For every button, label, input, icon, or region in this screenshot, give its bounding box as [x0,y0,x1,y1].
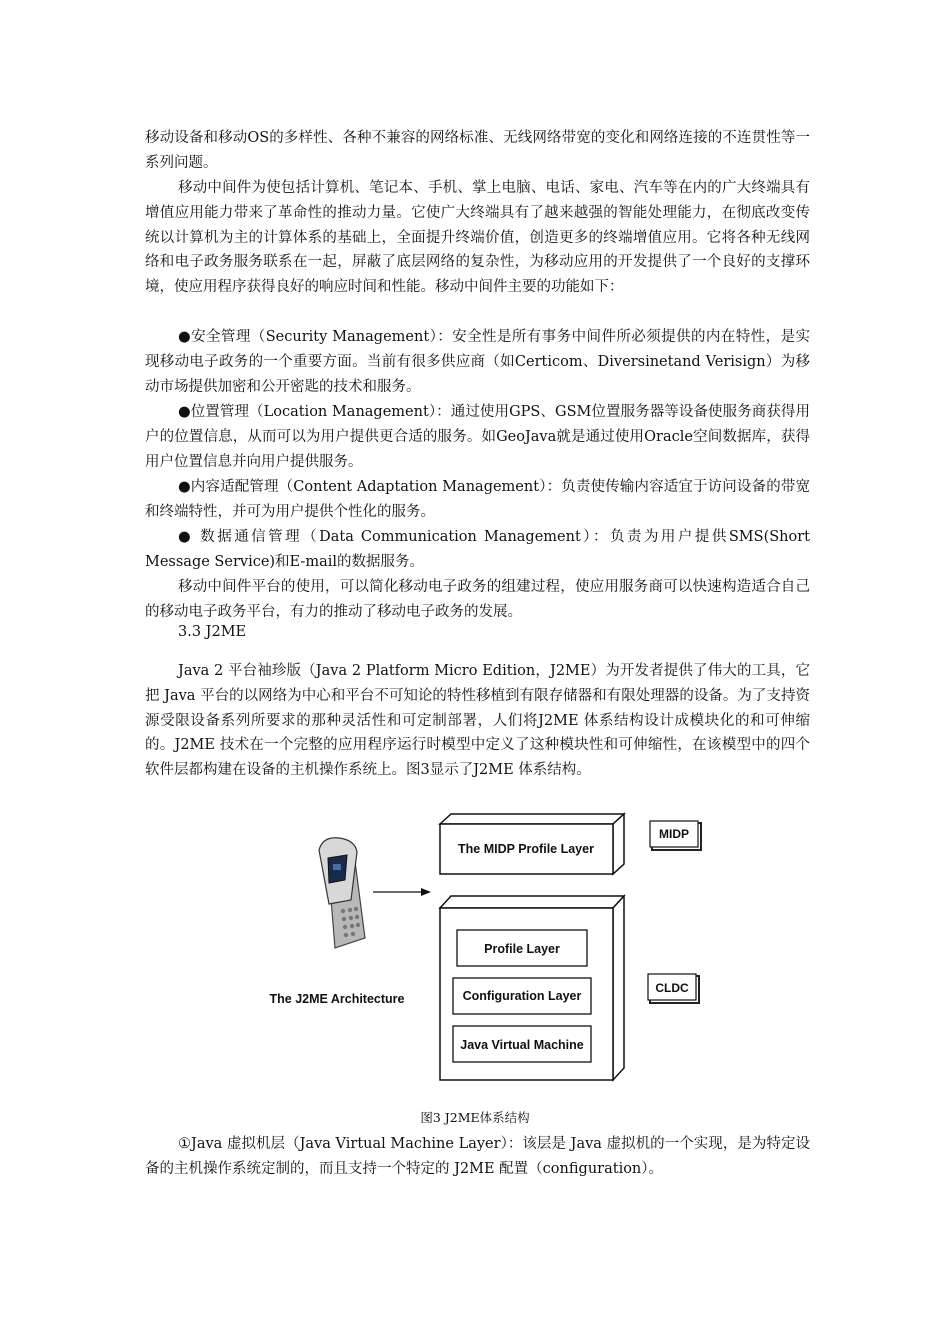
bullet-data-communication: ● 数据通信管理（Data Communication Management）：负责为用户提供SMS(Short Message Service)和E-mail的数据服务。 [145,529,810,570]
midp-tag-label: MIDP [659,827,689,841]
configuration-layer-label: Configuration Layer [462,989,582,1003]
paragraph-middleware-platform: 移动中间件平台的使用，可以简化移动电子政务的组建过程，使应用服务商可以快速构造适合自己的移动电子政务平台，有力的推动了移动电子政务的发展。 [145,579,810,620]
profile-layer-label: Profile Layer [484,942,560,956]
arrow-icon [373,888,431,896]
paragraph-j2me-intro: Java 2 平台袖珍版（Java 2 Platform Micro Edition，J2ME）为开发者提供了伟大的工具，它把 Java 平台的以网络为中心和平台不可知论的特性移植到有限存储器和有限处理器的设备。为了支持资源受限设备系列所要求的那种灵活性和可定制部署，人们将J2ME 体系结构设计成模块化的和可伸缩的。J2ME 技术在一个完整的应用程序运行时模型中定义了这种模块性和可伸缩性，在该模型中的四个软件层都构建在设备的主机操作系统上。图3显示了J2ME 体系结构。 [145,663,810,779]
paragraph-mobile-middleware: 移动中间件为使包括计算机、笔记本、手机、掌上电脑、电话、家电、汽车等在内的广大终端具有增值应用能力带来了革命性的推动力量。它使广大终端具有了越来越强的智能处理能力，在彻底改变传统以计算机为主的计算体系的基础上，全面提升终端价值，创造更多的终端增值应用。它将各种无线网络和电子政务服务联系在一起，屏蔽了底层网络的复杂性，为移动应用的开发提供了一个良好的支撑环境，使应用程序获得良好的响应时间和性能。移动中间件主要的功能如下： [145,180,810,296]
bullet-security-management: ●安全管理（Security Management）：安全性是所有事务中间件所必须提供的内在特性，是实现移动电子政务的一个重要方面。当前有很多供应商（如Certicom、Diversinetand Verisign）为移动市场提供加密和公开密匙的技术和服务。 [145,329,810,395]
cldc-stack-box [440,896,624,1080]
section-heading: 3.3 J2ME [178,624,247,640]
paragraph-jvm-layer: ①Java 虚拟机层（Java Virtual Machine Layer）：该层是 Java 虚拟机的一个实现，是为特定设备的主机操作系统定制的，而且支持一个特定的 J2ME 配置（configuration）。 [145,1136,810,1177]
paragraph-continued: 移动设备和移动OS的多样性、各种不兼容的网络标准、无线网络带宽的变化和网络连接的不连贯性等一系列问题。 [145,130,810,171]
jvm-label: Java Virtual Machine [460,1038,584,1052]
mobile-phone-icon [319,838,365,948]
cldc-tag-label: CLDC [655,981,689,995]
bullet-location-management: ●位置管理（Location Management）：通过使用GPS、GSM位置服务器等设备使服务商获得用户的位置信息，从而可以为用户提供更合适的服务。如GeoJava就是通过使用Oracle空间数据库，获得用户位置信息并向用户提供服务。 [145,404,810,470]
bullet-content-adaptation: ●内容适配管理（Content Adaptation Management）：负责使传输内容适宜于访问设备的带宽和终端特性，并可为用户提供个性化的服务。 [145,479,810,520]
figure-caption: 图3 J2ME体系结构 [420,1110,530,1125]
architecture-label: The J2ME Architecture [269,992,405,1006]
j2me-architecture-figure [255,808,715,1088]
midp-profile-layer-label: The MIDP Profile Layer [458,842,594,856]
